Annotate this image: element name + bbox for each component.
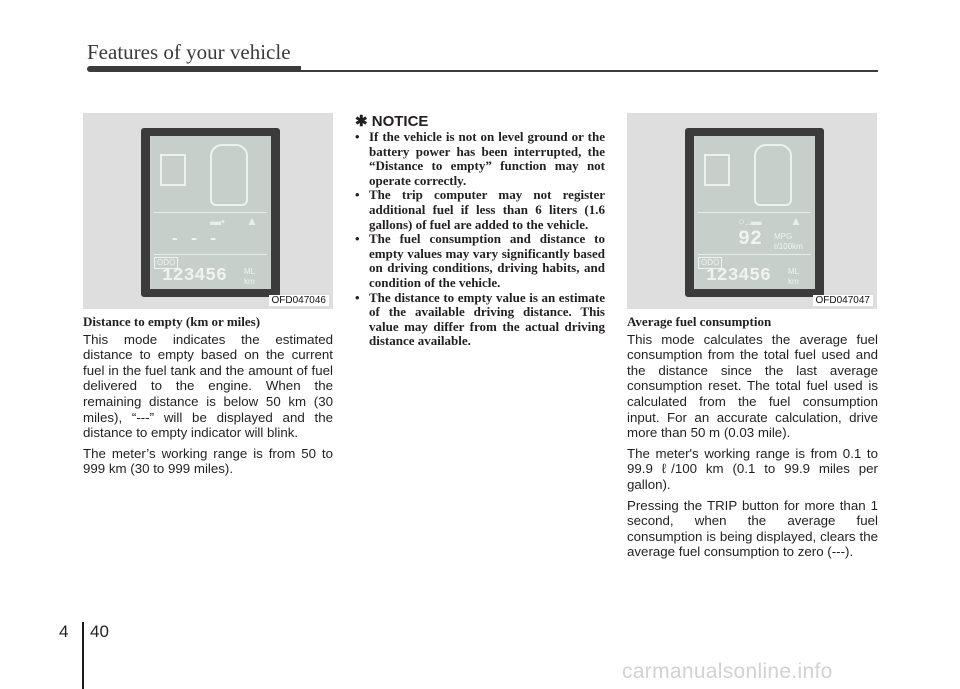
left-text-column xyxy=(83,314,333,482)
paragraph: This mode indicates the estimated distance to empty based on the current fuel in the fuel tank and the amount of fuel delivered to the engine. When the remaining distance is below 50 km (30 miles), “---” will be displayed and the distance to empty indicator will blink. xyxy=(83,331,333,441)
car-top-view-icon xyxy=(210,144,248,206)
page-header-title: Features of your vehicle xyxy=(87,40,291,64)
odometer-value: 123456 xyxy=(162,266,227,286)
cluster-display-frame xyxy=(685,128,824,297)
lcd-separator xyxy=(698,212,811,213)
odometer-unit-ml: ML xyxy=(244,267,256,276)
lcd-separator xyxy=(698,254,811,255)
door-open-icon xyxy=(704,154,730,186)
distance-dashes: - - - xyxy=(170,230,219,248)
cluster-lcd xyxy=(694,136,815,289)
fuel-pump-icon: ▲ xyxy=(790,214,802,228)
notice-list xyxy=(355,130,605,349)
figure-code: OFD047047 xyxy=(813,295,873,306)
paragraph: Pressing the TRIP button for more than 1 second, when the average fuel consumption is being displayed, clears the average fuel consumption to zero (---). xyxy=(627,497,878,560)
door-open-icon xyxy=(160,154,186,186)
lcd-separator xyxy=(154,212,267,213)
section-heading: Average fuel consumption xyxy=(627,314,772,329)
paragraph: The meter's working range is from 0.1 to 99.9 ℓ/100 km (0.1 to 99.9 miles per gallon). xyxy=(627,445,878,492)
cluster-display-frame xyxy=(141,128,280,297)
chapter-number: 4 xyxy=(59,622,69,641)
notice-item: • The distance to empty value is an estimate of the available driving distance. This value may differ from the actual driving distance available. xyxy=(355,291,605,349)
figure-code: OFD047046 xyxy=(269,295,329,306)
header-rule-thick xyxy=(87,66,301,72)
notice-title: ✱ NOTICE xyxy=(355,113,429,130)
odometer-unit-km: km xyxy=(788,277,799,286)
odo-tag: ODO xyxy=(698,257,722,269)
car-road-icon: ▬• xyxy=(210,216,225,228)
average-consumption-value: 92 xyxy=(738,228,763,251)
figure-distance-to-empty xyxy=(83,113,333,309)
notice-item: • The trip computer may not register additional fuel if less than 6 liters (1.6 gallons) of fuel are added to the vehicle. xyxy=(355,188,605,232)
right-text-column xyxy=(627,314,878,565)
odometer-unit-ml: ML xyxy=(788,267,800,276)
watermark: carmanualsonline.info xyxy=(622,660,833,683)
notice-item: • If the vehicle is not on level ground or the battery power has been interrupted, the “Distance to empty” function may not operate correctly. xyxy=(355,130,605,188)
cluster-lcd xyxy=(150,136,271,289)
footer-rule xyxy=(82,622,84,689)
fuel-pump-icon: ▲ xyxy=(246,214,258,228)
odo-tag: ODO xyxy=(154,257,178,269)
key-car-icon: ○..▬ xyxy=(738,216,762,228)
section-heading: Distance to empty (km or miles) xyxy=(83,314,261,329)
header-rule-thin xyxy=(290,70,878,72)
lcd-separator xyxy=(154,254,267,255)
figure-average-fuel-consumption xyxy=(627,113,877,309)
paragraph: The meter’s working range is from 50 to 999 km (30 to 999 miles). xyxy=(83,445,333,477)
odometer-value: 123456 xyxy=(706,266,771,286)
paragraph: This mode calculates the average fuel consumption from the total fuel used and the distance since the last average consumption reset. The total fuel used is calculated from the fuel consumption input. For an accurate calculation, drive more than 50 m (0.03 mile). xyxy=(627,331,878,441)
odometer-unit-km: km xyxy=(244,277,255,286)
car-top-view-icon xyxy=(754,144,792,206)
unit-mpg: MPG xyxy=(774,232,793,241)
unit-l-per-100km: ℓ/100km xyxy=(774,242,803,251)
notice-item: • The fuel consumption and distance to empty values may vary significantly based on driving conditions, driving habits, and condition of the vehicle. xyxy=(355,232,605,290)
page-number: 40 xyxy=(90,622,109,641)
